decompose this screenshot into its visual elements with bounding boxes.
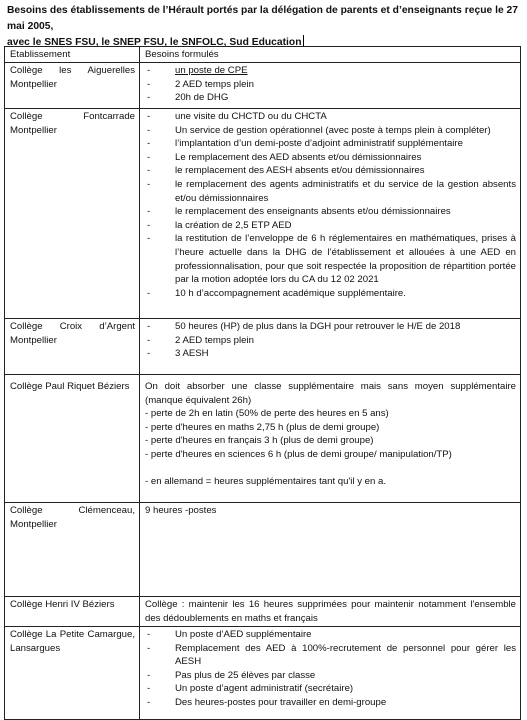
needs-table (4, 46, 521, 720)
need-item: - Remplacement des AED à 100%-recrutement de personnel pour gérer les AESH (175, 642, 516, 669)
need-line: On doit absorber une classe supplémentaire mais sans moyen supplémentaire (manque équivalent 26h) (145, 381, 516, 406)
need-item: - la restitution de l’enveloppe de 6 h réglementaires en mathématiques, prises à l’heure actuelle dans la DHG de l’établissement et allouées à une AED en professionnalisation, pour que soit respectée la proposition de répartition portée par la motion adoptée lors du CA du 12 02 2021 (175, 232, 516, 286)
table-row (5, 63, 521, 109)
needs-cell (140, 375, 521, 503)
school-name: Collège La Petite Camargue, Lansargues (5, 627, 140, 720)
need-item: - Un poste d’AED supplémentaire (175, 628, 516, 642)
table-row (5, 375, 521, 503)
school-name: Collège Paul Riquet Béziers (5, 375, 140, 503)
need-item: - 2 AED temps plein (175, 78, 516, 92)
school-name: Collège Fontcarrade Montpellier (5, 109, 140, 319)
needs-cell: 9 heures -postes (140, 503, 521, 597)
need-line: - perte d'heures en maths 2,75 h (plus de demi groupe) (145, 421, 380, 433)
need-item: - l’implantation d’un demi-poste d’adjoint administratif supplémentaire (175, 137, 516, 151)
header-establishment: Etablissement (5, 47, 140, 63)
header-needs: Besoins formulés (140, 47, 521, 63)
need-line: - perte de 2h en latin (50% de perte des heures en 5 ans) (145, 408, 389, 420)
table-row (5, 503, 521, 597)
need-item: - le remplacement des enseignants absents et/ou démissionnaires (175, 205, 516, 219)
needs-cell (140, 109, 521, 319)
need-item: - Des heures-postes pour travailler en demi-groupe (175, 696, 516, 710)
need-item: - le remplacement des AESH absents et/ou démissionnaires (175, 164, 516, 178)
need-item: - 10 h d’accompagnement académique supplémentaire. (175, 287, 516, 301)
school-name: Collège Croix d’Argent Montpellier (5, 319, 140, 375)
need-line: - en allemand = heures supplémentaires tant qu'il y en a. (145, 475, 387, 487)
need-item: - Un poste d’agent administratif (secrétaire) (175, 682, 516, 696)
need-item: - une visite du CHCTD ou du CHCTA (175, 110, 516, 124)
document-title: Besoins des établissements de l’Hérault portés par la délégation de parents et d’enseignants reçue le 27 mai 2005, avec le SNES FSU, le SNEP FSU, le SNFOLC, Sud Education (7, 5, 519, 48)
need-item: - la création de 2,5 ETP AED (175, 219, 516, 233)
table-row (5, 109, 521, 319)
school-name: Collège les Aiguerelles Montpellier (5, 63, 140, 109)
need-item: - Un service de gestion opérationnel (avec poste à temps plein à compléter) (175, 124, 516, 138)
need-line: - perte d'heures en sciences 6 h (plus de demi groupe/ manipulation/TP) (145, 448, 452, 460)
school-name: Collège Henri IV Béziers (5, 597, 140, 627)
table-row (5, 319, 521, 375)
school-name: Collège Clémenceau, Montpellier (5, 503, 140, 597)
need-item: - 20h de DHG (175, 91, 516, 105)
need-item: - 3 AESH (175, 347, 516, 361)
needs-cell (140, 319, 521, 375)
spacer (145, 462, 516, 475)
need-item: - Pas plus de 25 élèves par classe (175, 669, 516, 683)
need-item: - 2 AED temps plein (175, 334, 516, 348)
need-item: - Le remplacement des AED absents et/ou démissionnaires (175, 151, 516, 165)
needs-cell (140, 627, 521, 720)
table-row (5, 627, 521, 720)
need-item: - 50 heures (HP) de plus dans la DGH pour retrouver le H/E de 2018 (175, 320, 516, 334)
need-item: - le remplacement des agents administratifs et du service de la gestion absents et/ou démissionnaires (175, 178, 516, 205)
need-item: - un poste de CPE (175, 64, 516, 78)
need-line: - perte d'heures en français 3 h (plus de demi groupe) (145, 435, 374, 447)
table-header-row (5, 47, 521, 63)
table-row (5, 597, 521, 627)
needs-cell (140, 63, 521, 109)
needs-cell: Collège : maintenir les 16 heures supprimées pour maintenir notamment l'ensemble des dédoublements en maths et français (140, 597, 521, 627)
